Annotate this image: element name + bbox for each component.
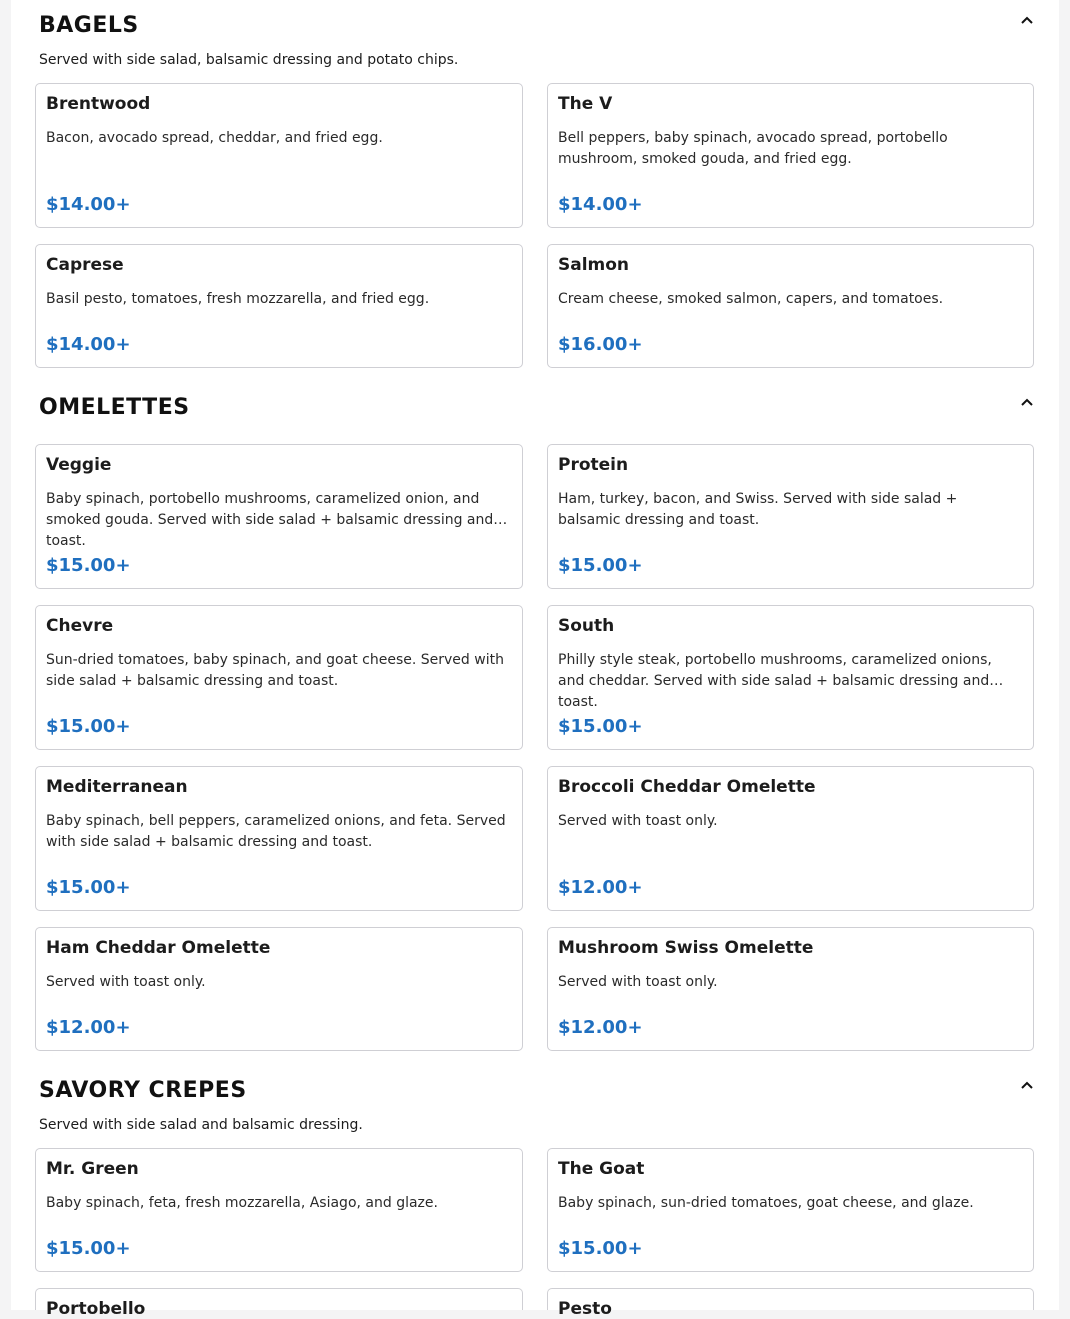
item-description: Served with toast only. [558, 813, 718, 829]
item-name: Brentwood [46, 94, 151, 114]
item-name: Mr. Green [46, 1159, 139, 1179]
item-name: Chevre [46, 616, 114, 636]
section-description: Served with side salad and balsamic dressing. [39, 1117, 363, 1133]
item-name: South [558, 616, 615, 636]
item-price: $15.00+ [558, 716, 643, 737]
item-name: Mediterranean [46, 777, 188, 797]
item-description: Served with toast only. [46, 974, 206, 990]
menu-item-card[interactable] [35, 83, 523, 228]
item-price: $15.00+ [46, 877, 131, 898]
item-description: Bacon, avocado spread, cheddar, and fried egg. [46, 130, 383, 146]
menu-item-card[interactable] [35, 1148, 523, 1272]
item-price: $15.00+ [46, 1238, 131, 1259]
item-name: The Goat [558, 1159, 645, 1179]
item-name: Caprese [46, 255, 124, 275]
item-price: $12.00+ [558, 877, 643, 898]
item-description: Baby spinach, portobello mushrooms, caramelized onion, and smoked gouda. Served with side salad + balsamic dressing and toast. [46, 491, 494, 549]
collapse-section-button[interactable] [1013, 1071, 1041, 1099]
item-name: Broccoli Cheddar Omelette [558, 777, 816, 797]
menu-item-card[interactable] [547, 444, 1034, 589]
section-title: OMELETTES [39, 395, 190, 420]
menu-item-card[interactable] [35, 444, 523, 589]
item-name: Ham Cheddar Omelette [46, 938, 271, 958]
menu-item-card[interactable] [35, 927, 523, 1051]
item-name: Protein [558, 455, 629, 475]
item-description: Basil pesto, tomatoes, fresh mozzarella, and fried egg. [46, 291, 430, 307]
collapse-section-button[interactable] [1013, 388, 1041, 416]
menu-item-card[interactable] [35, 766, 523, 911]
chevron-up-icon [1020, 397, 1034, 407]
item-price: $16.00+ [558, 334, 643, 355]
menu-item-card[interactable] [547, 244, 1034, 368]
item-name: Portobello [46, 1299, 146, 1319]
menu-item-card[interactable] [35, 605, 523, 750]
item-price: $15.00+ [558, 555, 643, 576]
item-name: Salmon [558, 255, 630, 275]
menu-item-card[interactable] [547, 1148, 1034, 1272]
item-name: Mushroom Swiss Omelette [558, 938, 814, 958]
item-description: Baby spinach, sun-dried tomatoes, goat cheese, and glaze. [558, 1195, 974, 1211]
item-price: $14.00+ [46, 334, 131, 355]
item-price: $15.00+ [46, 555, 131, 576]
section-description: Served with side salad, balsamic dressing and potato chips. [39, 52, 459, 68]
item-description: Cream cheese, smoked salmon, capers, and tomatoes. [558, 291, 944, 307]
item-description: Baby spinach, bell peppers, caramelized onions, and feta. Served with side salad + balsamic dressing and toast. [46, 813, 506, 850]
item-description: Ham, turkey, bacon, and Swiss. Served with side salad + balsamic dressing and toast. [558, 491, 958, 528]
item-price: $15.00+ [46, 716, 131, 737]
section-title: SAVORY CREPES [39, 1078, 247, 1103]
menu-item-card[interactable] [35, 1288, 523, 1319]
menu-item-card[interactable] [547, 1288, 1034, 1319]
menu-item-card[interactable] [35, 244, 523, 368]
item-description: Baby spinach, feta, fresh mozzarella, Asiago, and glaze. [46, 1195, 438, 1211]
item-price: $14.00+ [558, 194, 643, 215]
item-name: Veggie [46, 455, 112, 475]
section-title: BAGELS [39, 13, 139, 38]
item-name: The V [558, 94, 613, 114]
menu-item-card[interactable] [547, 766, 1034, 911]
item-price: $12.00+ [558, 1017, 643, 1038]
item-price: $12.00+ [46, 1017, 131, 1038]
item-description: Sun-dried tomatoes, baby spinach, and goat cheese. Served with side salad + balsamic dressing and toast. [46, 652, 504, 689]
item-name: Pesto [558, 1299, 612, 1319]
menu-item-card[interactable] [547, 83, 1034, 228]
item-price: $15.00+ [558, 1238, 643, 1259]
collapse-section-button[interactable] [1013, 6, 1041, 34]
item-description: Philly style steak, portobello mushrooms, caramelized onions, and cheddar. Served with side salad + balsamic dressing and toast. [558, 652, 992, 710]
menu-item-card[interactable] [547, 927, 1034, 1051]
item-description: Bell peppers, baby spinach, avocado spread, portobello mushroom, smoked gouda, and fried egg. [558, 130, 948, 167]
chevron-up-icon [1020, 15, 1034, 25]
menu-page [11, 0, 1059, 1319]
item-price: $14.00+ [46, 194, 131, 215]
menu-item-card[interactable] [547, 605, 1034, 750]
item-description: Served with toast only. [558, 974, 718, 990]
chevron-up-icon [1020, 1080, 1034, 1090]
